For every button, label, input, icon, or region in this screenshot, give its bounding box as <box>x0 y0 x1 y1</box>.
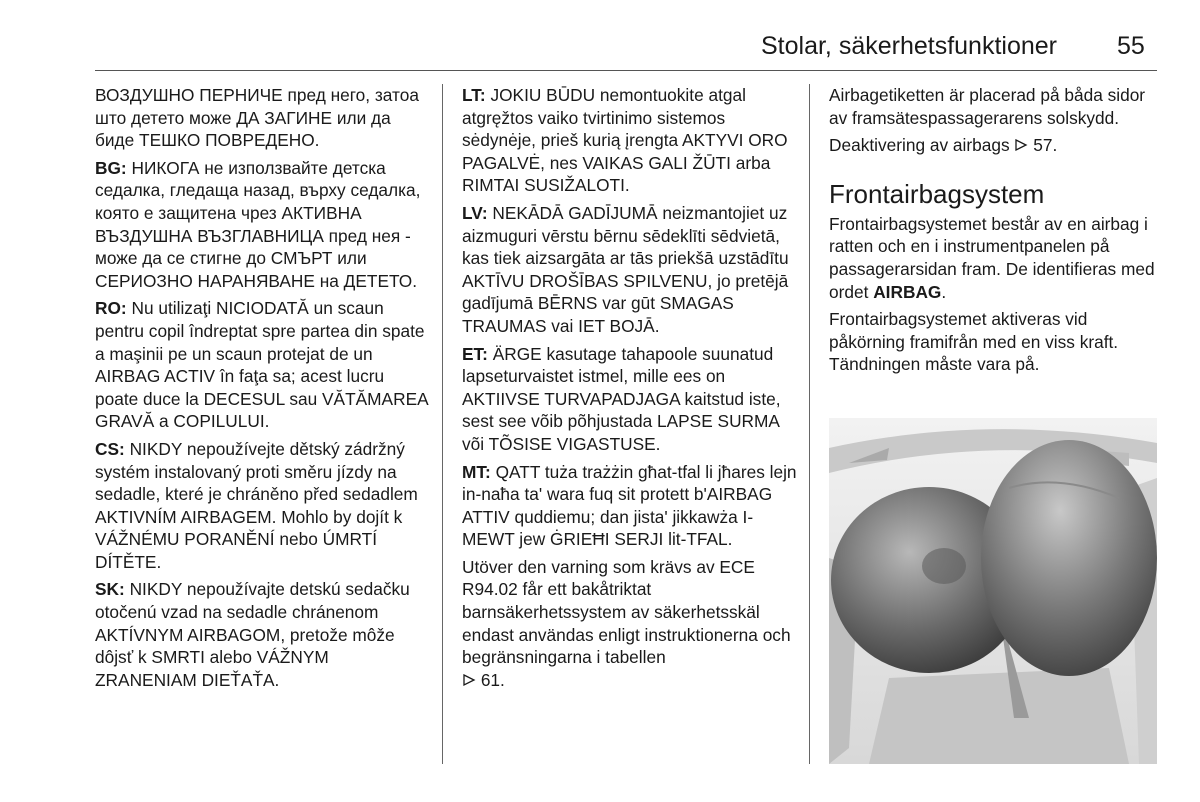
warning-ro <box>95 297 430 433</box>
airbag-illustration <box>829 418 1157 764</box>
warning-text-bg: НИКОГА не използвайте детска седалка, гледаща назад, върху седалка, която е защитена чрез АКТИВНА ВЪЗДУШНА ВЪЗГЛАВНИЦА пред нея - може да се стигне до СМЪРТ или СЕРИОЗНО НАРАНЯВАНЕ на ДЕТЕТО. <box>95 157 421 291</box>
column-3 <box>829 84 1159 381</box>
warning-text-et: ÄRGE kasutage tahapoole suunatud lapseturvaistet istmel, mille ees on AKTIIVSE TURVAPADJAGA kaitstud iste, sest see võib põhjustada LAPSE SURMA või TÕSISE VIGASTUSE. <box>462 343 781 454</box>
warning-text-mt: QATT tuża trażżin għat-tfal li jħares lejn in-naħa ta' wara fuq sit protett b'AIRBAG ATTIV quddiemu; dan jista' jikkawża I-MEWT jew ĠRIEĦI SERJI lit-TFAL. <box>462 461 797 550</box>
lang-code-mt: MT: <box>462 461 491 482</box>
lang-code-sk: SK: <box>95 579 125 600</box>
warning-text-lv: NEKĀDĀ GADĪJUMĀ neizmantojiet uz aizmuguri vērstu bērnu sēdeklīti sēdvietā, kas tiek aizsargāta ar tās priekšā uzstādītu AKTĪVU DROŠĪBAS SPILVENU, jo pretējā gadījumā BĒRNS var gūt SMAGAS TRAUMAS vai IET BOJĀ. <box>462 202 789 336</box>
warning-cs <box>95 438 430 574</box>
lang-code-et: ET: <box>462 343 488 364</box>
lang-code-lt: LT: <box>462 85 486 105</box>
page-reference-link[interactable]: 57. <box>1033 135 1058 156</box>
ece-note-text: Utöver den varning som krävs av ECE R94.02 får ett bakåtriktat barnsäkerhetssystem av säkerhetsskäl endast användas enligt instruktionerna och begränsningarna i tabellen <box>462 556 791 668</box>
page-reference-arrow-icon <box>462 673 476 690</box>
lang-code-cs: CS: <box>95 438 125 459</box>
warning-text-lt: JOKIU BŪDU nemontuokite atgal atgręžtos vaiko tvirtinimo sistemos sėdynėje, prieš kurią įrengta AKTYVI ORO PAGALVĖ, nes VAIKAS GALI ŽŪTI arba RIMTAI SUSIŽALOTI. <box>462 85 788 196</box>
description-end: . <box>941 281 947 302</box>
column-2 <box>462 84 797 698</box>
lang-code-ro: RO: <box>95 298 127 319</box>
warning-et <box>462 343 797 456</box>
passenger-airbag <box>981 440 1157 676</box>
warning-bg <box>95 157 430 293</box>
running-header-title: Stolar, säkerhetsfunktioner <box>761 32 1057 60</box>
column-1 <box>95 84 430 696</box>
warning-text-ro: Nu utilizaţi NICIODATĂ un scaun pentru copil îndreptat spre partea din spate a maşinii pe un scaun protejat de un AIRBAG ACTIV în faţa sa; acest lucru poate duce la DECESUL sau VĂTĂMAREA GRAVĂ a COPILULUI. <box>95 298 428 432</box>
warning-lt <box>462 84 797 197</box>
section-heading: Frontairbagsystem <box>829 178 1045 209</box>
warning-text-sk: NIKDY nepoužívajte detskú sedačku otočenú vzad na sedadle chránenom AKTÍVNYM AIRBAGOM, pretože môže dôjsť k SMRTI alebo VÁŽNYM ZRANENIAM DIEŤAŤA. <box>95 579 410 690</box>
warning-sk <box>95 578 430 691</box>
warning-text-cs: NIKDY nepoužívejte dětský zádržný systém instalovaný proti směru jízdy na sedadle, které je chráněno před sedadlem AKTIVNÍM AIRBAGEM. Mohlo by dojít k VÁŽNÉMU PORANĚNÍ nebo ÚMRTÍ DÍTĚTE. <box>95 438 418 572</box>
column-divider-2 <box>809 84 810 764</box>
warning-lv <box>462 202 797 338</box>
page-reference-arrow-icon <box>1014 138 1028 155</box>
airbag-label-location: Airbagetiketten är placerad på båda sidor av framsätespassagerarens solskydd. <box>829 85 1146 128</box>
warning-mk-continued: ВОЗДУШНО ПЕРНИЧЕ пред него, затоа што детето може ДА ЗАГИНЕ или да биде ТЕШКО ПОВРЕДЕНО. <box>95 85 419 151</box>
page-reference-link[interactable]: 61. <box>480 669 505 690</box>
lang-code-bg: BG: <box>95 157 127 178</box>
deactivation-reference <box>829 134 1159 159</box>
lang-code-lv: LV: <box>462 202 488 223</box>
activation-note: Frontairbagsystemet aktiveras vid påkörning framifrån med en viss kraft. Tändningen måste vara på. <box>829 309 1119 375</box>
description-text: Frontairbagsystemet består av en airbag i ratten och en i instrumentpanelen på passagerarsidan fram. De identifieras med ordet <box>829 213 1155 302</box>
warning-mt <box>462 461 797 551</box>
page-number: 55 <box>1117 32 1145 60</box>
header-rule <box>95 70 1157 71</box>
column-divider-1 <box>442 84 443 764</box>
deactivation-text: Deaktivering av airbags <box>829 135 1010 156</box>
ece-note <box>462 556 797 694</box>
airbag-keyword: AIRBAG <box>873 281 942 302</box>
frontairbag-description <box>829 213 1159 303</box>
